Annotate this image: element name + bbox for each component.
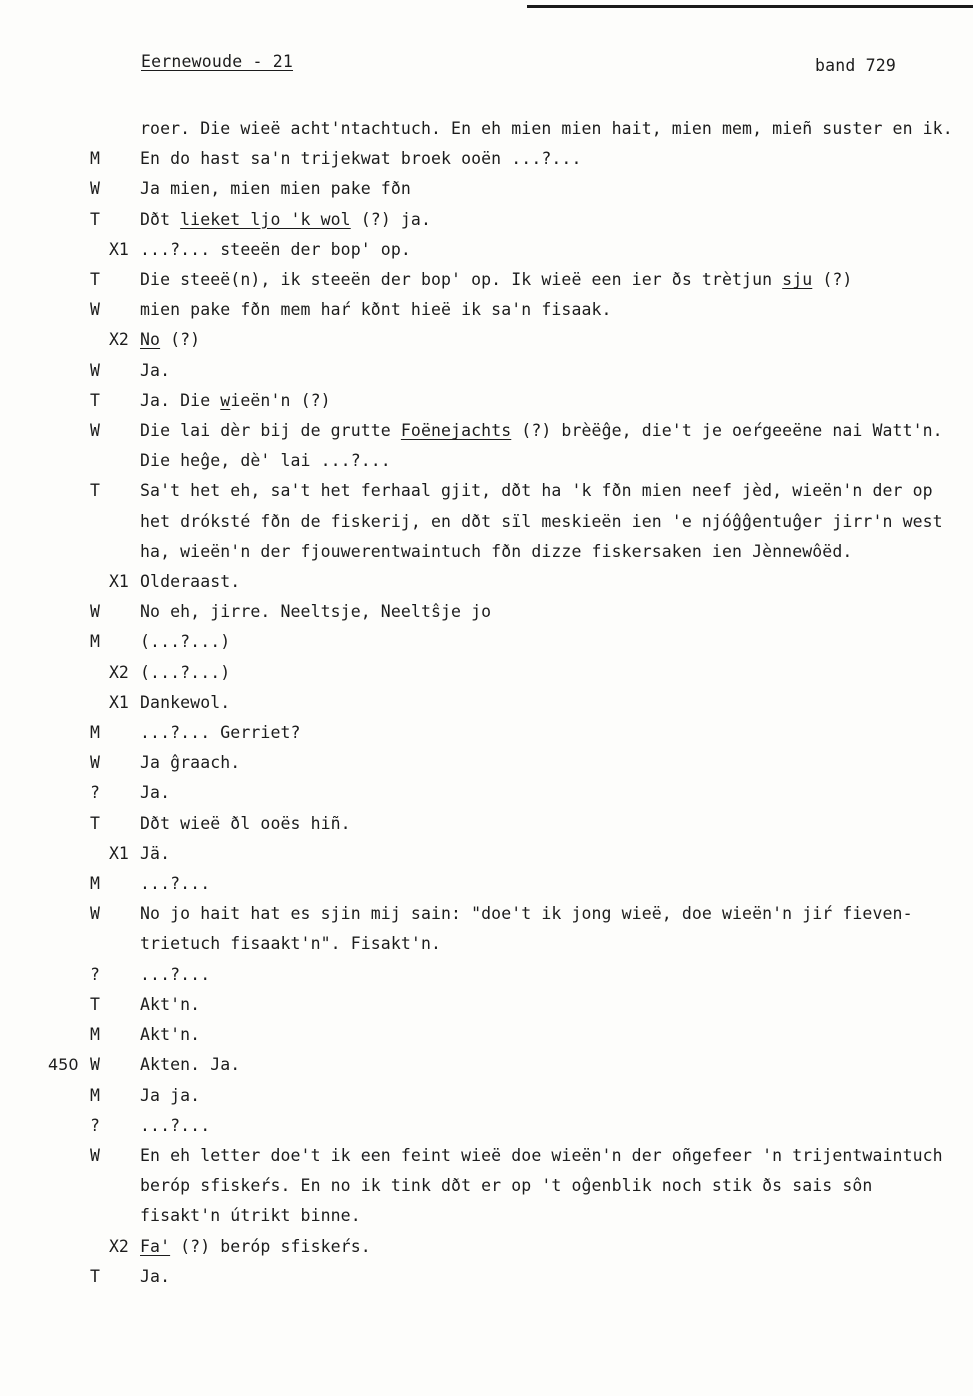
speaker-label: T (90, 994, 100, 1014)
underlined-word: w (220, 390, 231, 410)
text-segment: ieën'n (?) (230, 390, 331, 410)
speaker-label: W (90, 360, 100, 380)
transcript-entry (0, 597, 973, 627)
underlined-word: Foënejachts (400, 421, 512, 441)
speech-text (140, 1020, 955, 1050)
transcript-entry (0, 1262, 973, 1292)
text-segment: (...?...) (140, 632, 231, 652)
text-segment: Ja ja. (140, 1085, 201, 1105)
text-segment: Ja. (140, 783, 171, 803)
speaker-label: W (90, 300, 100, 320)
text-segment: Dðt (140, 209, 181, 229)
transcript-entry (0, 235, 973, 265)
text-segment: En do hast sa'n trijekwat broek ooën ...?... (140, 149, 582, 169)
speech-text (140, 778, 955, 808)
text-segment: ...?... steeën der bop' op. (140, 239, 411, 259)
speech-text (140, 1141, 955, 1232)
top-rule (527, 5, 973, 8)
speaker-label: X1 (109, 572, 129, 592)
speaker-label: W (90, 602, 100, 622)
speaker-label: M (90, 1085, 100, 1105)
transcript-entry (0, 205, 973, 235)
text-segment: (?) (812, 270, 853, 290)
text-segment: Akt'n. (140, 1025, 201, 1045)
text-segment: ...?... (140, 1115, 211, 1135)
speech-text (140, 627, 955, 657)
speaker-label: X1 (109, 239, 129, 259)
speech-text (140, 1262, 955, 1292)
transcript-entry (0, 476, 973, 567)
text-segment: Sa't het eh, sa't het ferhaal gjit, dðt ha 'k fðn mien neef jèd, wieën'n der op het dróksté fðn de fiskerij, en dðt sïl meskieën ien 'e njóĝĝentuĝer jirr'n west ha, wieën'n der fjouwerentwaintuch fðn dizze fiskersaken ien Jènnewôëd. (140, 481, 953, 561)
speech-text (140, 235, 955, 265)
transcript-entry (0, 567, 973, 597)
speech-text (140, 809, 955, 839)
transcript-entry (0, 144, 973, 174)
speech-text (140, 718, 955, 748)
speaker-label: W (90, 1055, 100, 1075)
speech-text (140, 265, 955, 295)
transcript-entry (0, 265, 973, 295)
transcript-entry (0, 416, 973, 476)
speaker-label: X2 (109, 1236, 129, 1256)
transcript-entry (0, 386, 973, 416)
speaker-label: T (90, 481, 100, 501)
speaker-label: ? (90, 1115, 100, 1135)
text-segment: No jo hait hat es sjin mij sain: "doe't ik jong wieë, doe wieën'n jiŕ fieven- trietuch fisaakt'n". Fisakt'n. (140, 904, 923, 954)
text-segment: (?) beróp sfiskeŕs. (170, 1236, 371, 1256)
speech-text (140, 960, 955, 990)
text-segment: (?) ja. (350, 209, 431, 229)
transcript-entry (0, 960, 973, 990)
transcript-entry (0, 899, 973, 959)
speaker-label: T (90, 1266, 100, 1286)
speech-text (140, 839, 955, 869)
speaker-label: M (90, 874, 100, 894)
speech-text (140, 1081, 955, 1111)
speaker-label: T (90, 270, 100, 290)
transcript-body (0, 114, 973, 1292)
transcript-entry (0, 1232, 973, 1262)
speech-text (140, 416, 955, 476)
transcript-entry (0, 1081, 973, 1111)
speaker-label: ? (90, 964, 100, 984)
speech-text (140, 688, 955, 718)
text-segment: Ja ĝraach. (140, 753, 241, 773)
transcript-entry (0, 174, 973, 204)
text-segment: roer. Die wieë acht'ntachtuch. En eh mien mien hait, mien mem, mieñ suster en ik. (140, 119, 953, 138)
underlined-word: Fa' (140, 1236, 171, 1256)
speech-text (140, 1111, 955, 1141)
speech-text (140, 1050, 955, 1080)
speaker-label: W (90, 179, 100, 199)
transcript-entry (0, 839, 973, 869)
speech-text (140, 325, 955, 355)
text-segment: Ja. (140, 1266, 171, 1286)
transcript-entry (0, 658, 973, 688)
speaker-label: W (90, 904, 100, 924)
text-segment: ...?... (140, 964, 211, 984)
speech-text (140, 386, 955, 416)
speech-text (140, 869, 955, 899)
underlined-word: No (140, 330, 161, 350)
text-segment: (?) (160, 330, 201, 350)
band-number: band 729 (815, 56, 897, 75)
transcript-entry (0, 778, 973, 808)
text-segment: En eh letter doe't ik een feint wieë doe wieën'n der oñgefeer 'n trijentwaintuch beróp sfiskeŕs. En no ik tink dðt er op 't oĝenblik noch stik ðs sais sôn fisakt'n útrikt binne. (140, 1145, 953, 1226)
speaker-label: W (90, 421, 100, 441)
speech-text (140, 295, 955, 325)
text-segment: ...?... (140, 874, 211, 894)
speech-text (140, 144, 955, 174)
speech-text (140, 114, 955, 144)
transcript-entry (0, 1141, 973, 1232)
text-segment: Akt'n. (140, 994, 201, 1014)
speech-text (140, 990, 955, 1020)
speech-text (140, 1232, 955, 1262)
speaker-label: X2 (109, 330, 129, 350)
underlined-word: lieket ljo 'k wol (180, 209, 351, 229)
speaker-label: X1 (109, 843, 129, 863)
speaker-label: W (90, 753, 100, 773)
transcript-entry (0, 1111, 973, 1141)
text-segment: Dankewol. (140, 692, 231, 712)
underlined-word: sju (782, 270, 813, 290)
transcript-entry (0, 688, 973, 718)
text-segment: Ja. Die (140, 390, 221, 410)
transcript-entry (0, 718, 973, 748)
transcript-entry (0, 748, 973, 778)
line-number: 450 (48, 1055, 79, 1075)
speech-text (140, 174, 955, 204)
text-segment: Ja mien, mien mien pake fðn (140, 179, 411, 199)
speaker-label: T (90, 390, 100, 410)
transcript-entry (0, 295, 973, 325)
speech-text (140, 205, 955, 235)
speech-text (140, 748, 955, 778)
text-segment: Die lai dèr bij de grutte (140, 421, 401, 441)
transcript-entry (0, 1050, 973, 1080)
speaker-label: T (90, 813, 100, 833)
speaker-label: M (90, 632, 100, 652)
text-segment: (?) brèëĝe, die't je oeŕgeeëne nai Watt'n. Die heĝe, dè' lai ...?... (140, 421, 953, 471)
transcript-entry (0, 809, 973, 839)
speaker-label: ? (90, 783, 100, 803)
speech-text (140, 476, 955, 567)
text-segment: mien pake fðn mem haŕ kðnt hieë ik sa'n fisaak. (140, 300, 612, 320)
text-segment: No eh, jirre. Neeltsje, Neeltŝje jo (140, 602, 492, 622)
speech-text (140, 658, 955, 688)
text-segment: Olderaast. (140, 572, 241, 592)
speech-text (140, 356, 955, 386)
transcript-entry (0, 114, 973, 144)
text-segment: Die steeë(n), ik steeën der bop' op. Ik wieë een ier ðs trètjun (140, 270, 783, 290)
speaker-label: T (90, 209, 100, 229)
text-segment: Akten. Ja. (140, 1055, 241, 1075)
text-segment: (...?...) (140, 662, 231, 682)
speaker-label: X2 (109, 662, 129, 682)
speaker-label: M (90, 149, 100, 169)
transcript-entry (0, 325, 973, 355)
speaker-label: M (90, 723, 100, 743)
transcript-entry (0, 869, 973, 899)
text-segment: Dðt wieë ðl ooës hiñ. (140, 813, 351, 833)
text-segment: ...?... Gerriet? (140, 723, 301, 743)
text-segment: Jä. (140, 843, 171, 863)
speaker-label: X1 (109, 692, 129, 712)
transcript-entry (0, 627, 973, 657)
transcript-entry (0, 990, 973, 1020)
page-title: Eernewoude - 21 (141, 52, 294, 71)
transcript-entry (0, 356, 973, 386)
speaker-label: W (90, 1145, 100, 1165)
text-segment: Ja. (140, 360, 171, 380)
speaker-label: M (90, 1025, 100, 1045)
speech-text (140, 899, 955, 959)
speech-text (140, 567, 955, 597)
speech-text (140, 597, 955, 627)
transcript-entry (0, 1020, 973, 1050)
